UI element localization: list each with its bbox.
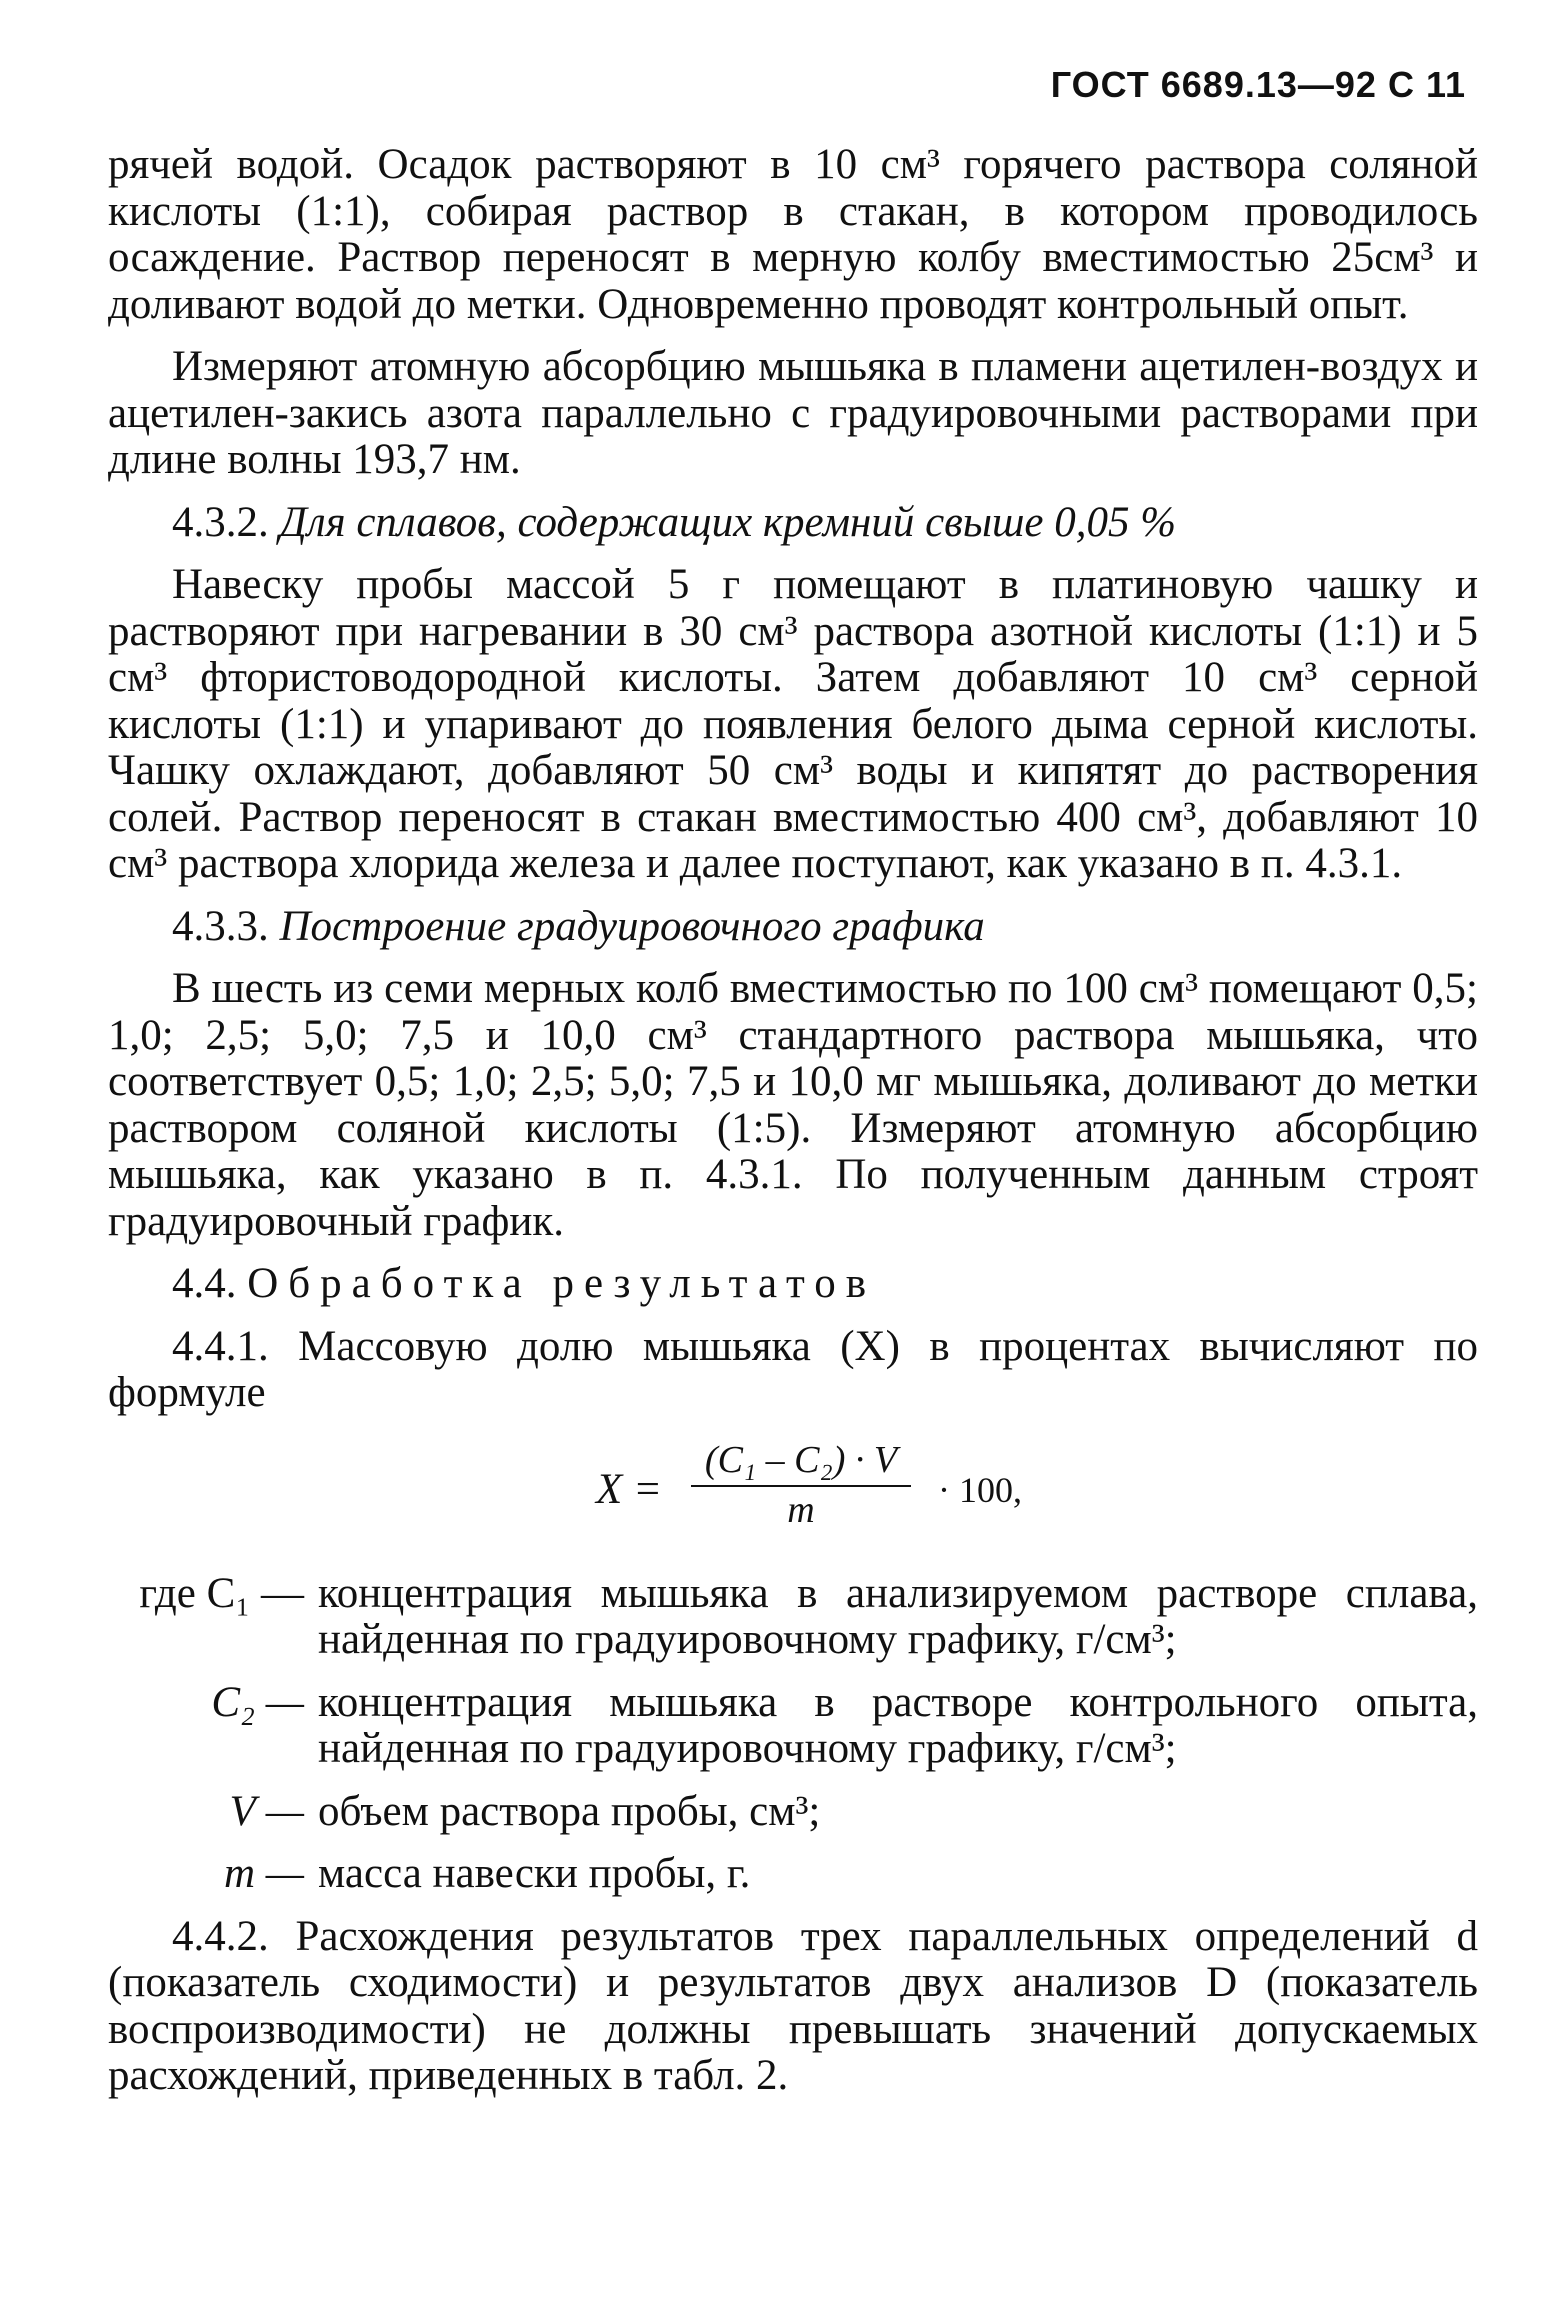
- section-heading-4-4: [108, 1261, 1478, 1308]
- section-title: Для сплавов, содержащих кремний свыше 0,05 %: [279, 498, 1177, 546]
- section-title: Построение градуировочного графика: [279, 902, 985, 950]
- definition-text: концентрация мышьяка в растворе контрольного опыта, найденная по градуировочному графику, г/см³;: [318, 1678, 1478, 1772]
- definition-row: [108, 1680, 1478, 1773]
- paragraph-measurement: Измеряют атомную абсорбцию мышьяка в пламени ацетилен-воздух и ацетилен-закись азота параллельно с градуировочными растворами при длине волны 193,7 нм.: [108, 343, 1478, 483]
- section-number: 4.4.: [172, 1260, 237, 1307]
- formula-numerator: (C₁ – C₂) · V: [704, 1438, 898, 1481]
- definition-symbol: V —: [229, 1787, 304, 1835]
- formula: [108, 1439, 1478, 1549]
- page-header: ГОСТ 6689.13—92 С 11: [1050, 64, 1466, 105]
- variable-definitions: [108, 1571, 1478, 1898]
- fraction-bar: [691, 1485, 911, 1487]
- definition-row: [108, 1851, 1478, 1898]
- paragraph-calibration: В шесть из семи мерных колб вместимостью по 100 см³ помещают 0,5; 1,0; 2,5; 5,0; 7,5 и 10,0 см³ стандартного раствора мышьяка, что соответствует 0,5; 1,0; 2,5; 5,0; 7,5 и 10,0 мг мышьяка, доливают до метки раствором соляной кислоты (1:5). Измеряют атомную абсорбцию мышьяка, как указано в п. 4.3.1. По полученным данным строят градуировочный график.: [108, 965, 1478, 1245]
- definition-text: объем раствора пробы, см³;: [318, 1787, 821, 1835]
- paragraph-sample-dissolution: Навеску пробы массой 5 г помещают в платиновую чашку и растворяют при нагревании в 30 см³ раствора азотной кислоты (1:1) и 5 см³ фтористоводородной кислоты. Затем добавляют 10 см³ серной кислоты (1:1) и упаривают до появления белого дыма серной кислоты. Чашку охлаждают, добавляют 50 см³ воды и кипятят до растворения солей. Раствор переносят в стакан вместимостью 400 см³, добавляют 10 см³ раствора хлорида железа и далее поступают, как указано в п. 4.3.1.: [108, 561, 1478, 887]
- paragraph-tolerances: 4.4.2. Расхождения результатов трех параллельных определений d (показатель сходимости) и результатов двух анализов D (показатель воспроизводимости) не должны превышать значений допускаемых расхождений, приведенных в табл. 2.: [108, 1912, 1478, 2099]
- definition-symbol: где C₁ —: [139, 1569, 304, 1617]
- formula-denominator: m: [787, 1488, 815, 1531]
- definition-symbol: C₂ —: [211, 1678, 304, 1726]
- definition-symbol: m —: [223, 1850, 304, 1897]
- definition-text: концентрация мышьяка в анализируемом растворе сплава, найденная по градуировочному графику, г/см³;: [318, 1569, 1478, 1663]
- formula-lhs: X =: [596, 1465, 663, 1513]
- formula-factor: · 100,: [938, 1469, 1022, 1510]
- paragraph-continuation: рячей водой. Осадок растворяют в 10 см³ горячего раствора соляной кислоты (1:1), собирая раствор в стакан, в котором проводилось осаждение. Раствор переносят в мерную колбу вместимостью 25см³ и доливают водой до метки. Одновременно проводят контрольный опыт.: [108, 141, 1478, 328]
- document-body: [108, 142, 1478, 2116]
- section-heading-4-3-2: [108, 500, 1478, 547]
- definition-text: масса навески пробы, г.: [318, 1850, 751, 1897]
- section-heading-4-3-3: [108, 904, 1478, 951]
- section-title: Обработка результатов: [247, 1260, 876, 1307]
- definition-row: [108, 1571, 1478, 1664]
- section-number: 4.3.2.: [172, 498, 269, 546]
- section-number: 4.3.3.: [172, 902, 269, 950]
- paragraph-formula-intro: 4.4.1. Массовую долю мышьяка (X) в процентах вычисляют по формуле: [108, 1322, 1478, 1416]
- formula-fraction: [691, 1439, 911, 1531]
- definition-row: [108, 1789, 1478, 1836]
